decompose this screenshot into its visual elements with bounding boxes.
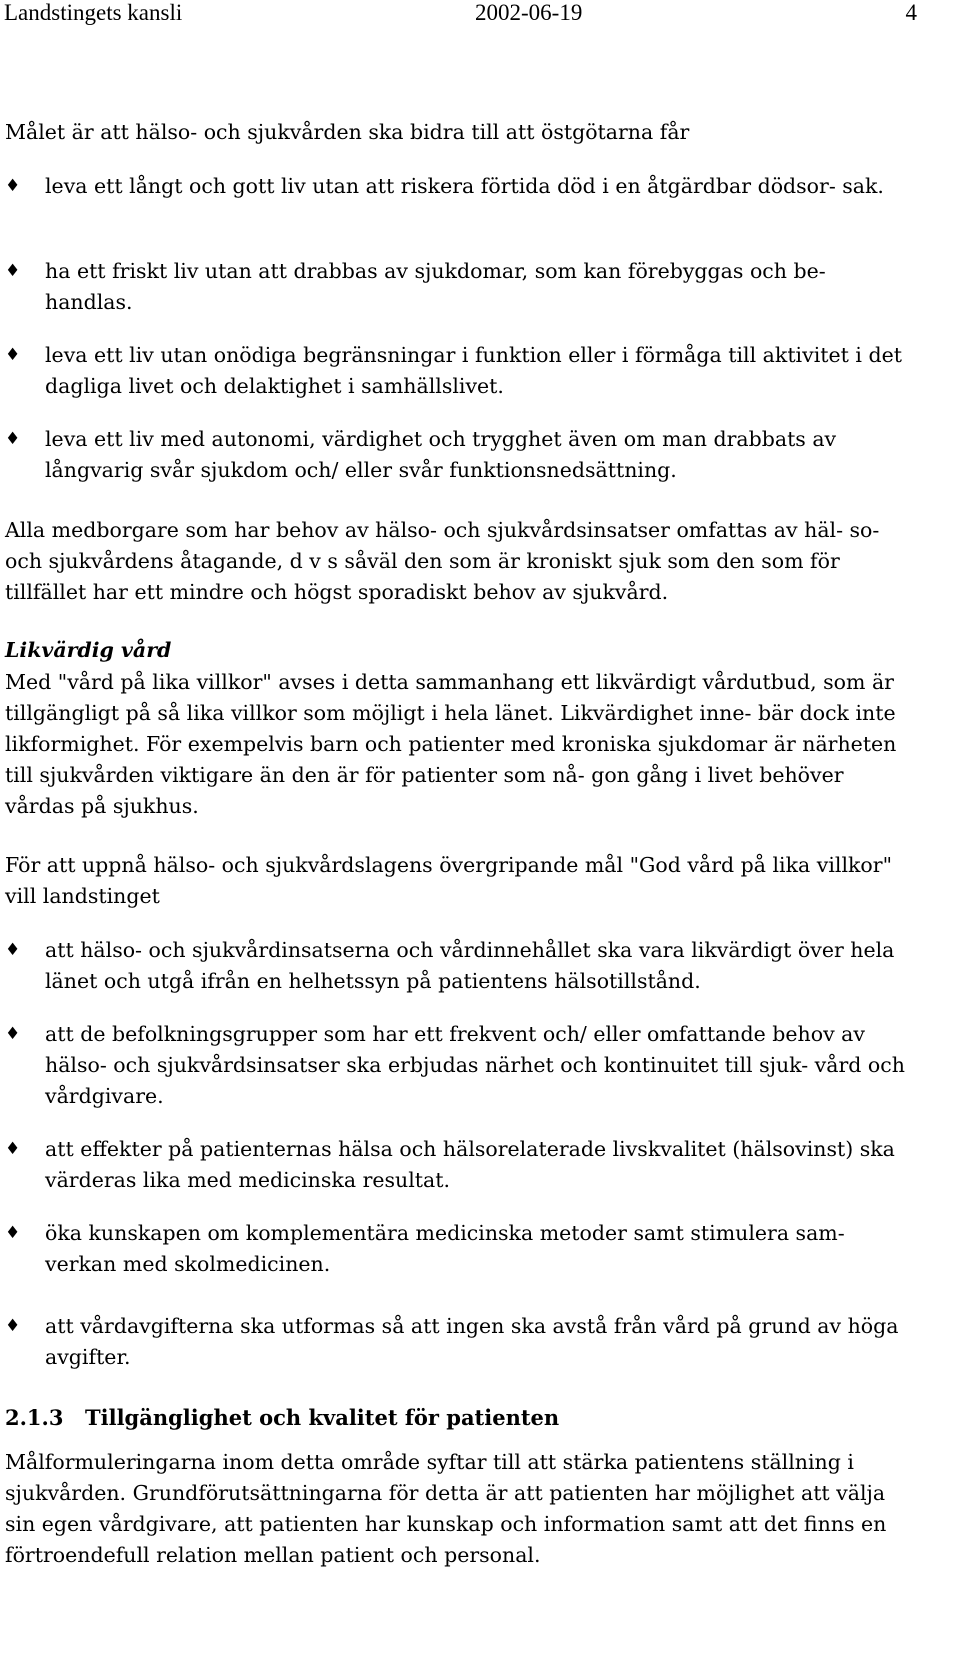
action-item [5, 935, 905, 997]
goal-text: leva ett liv utan onödiga begränsningar i funktion eller i förmåga till aktivitet i det dagliga livet och delaktighet i samhällslivet. [45, 343, 902, 398]
diamond-bullet-icon: ♦ [5, 345, 21, 365]
subheading-likvardig-vard: Likvärdig vård [5, 638, 172, 662]
diamond-bullet-icon: ♦ [5, 176, 21, 196]
action-text: att vårdavgifterna ska utformas så att ingen ska avstå från vård på grund av höga avgifter. [45, 1314, 899, 1369]
intro-paragraph: Målet är att hälso- och sjukvården ska bidra till att östgötarna får [5, 120, 690, 144]
diamond-bullet-icon: ♦ [5, 1316, 21, 1336]
action-item [5, 1134, 905, 1196]
goal-text: leva ett långt och gott liv utan att riskera förtida död i en åtgärdbar dödsor- sak. [45, 174, 884, 198]
header-organization: Landstingets kansli [4, 0, 183, 25]
scope-paragraph: Alla medborgare som har behov av hälso- och sjukvårdsinsatser omfattas av häl- so- och sjukvårdens åtagande, d v s såväl den som är kroniskt sjuk som den som för tillfället har ett mindre och högst sporadiskt behov av sjukvård. [5, 518, 880, 604]
header-page-number: 4 [905, 0, 917, 25]
action-text: att effekter på patienternas hälsa och hälsorelaterade livskvalitet (hälsovinst) ska värderas lika med medicinska resultat. [45, 1137, 895, 1192]
action-item [5, 1311, 905, 1373]
goal-item [5, 256, 905, 318]
goal-text: leva ett liv med autonomi, värdighet och trygghet även om man drabbats av långvarig svår sjukdom och/ eller svår funktionsnedsättning. [45, 427, 837, 482]
action-item [5, 1218, 905, 1280]
diamond-bullet-icon: ♦ [5, 940, 21, 960]
diamond-bullet-icon: ♦ [5, 1024, 21, 1044]
action-text: att hälso- och sjukvårdinsatserna och vårdinnehållet ska vara likvärdigt över hela länet och utgå ifrån en helhetssyn på patientens hälsotillstånd. [45, 938, 895, 993]
section-title: Tillgänglighet och kvalitet för patienten [85, 1405, 560, 1430]
diamond-bullet-icon: ♦ [5, 429, 21, 449]
goal-item [5, 340, 905, 402]
action-item [5, 1019, 905, 1112]
diamond-bullet-icon: ♦ [5, 1223, 21, 1243]
header-date: 2002-06-19 [475, 0, 583, 25]
section-number: 2.1.3 [5, 1405, 64, 1430]
goal-statement-paragraph: För att uppnå hälso- och sjukvårdslagens övergripande mål "God vård på lika villkor" vill landstinget [5, 853, 893, 908]
goal-item [5, 424, 905, 486]
section-heading [5, 1402, 559, 1433]
action-text: öka kunskapen om komplementära medicinska metoder samt stimulera sam- verkan med skolmedicinen. [45, 1221, 845, 1276]
goal-text: ha ett friskt liv utan att drabbas av sjukdomar, som kan förebyggas och be- handlas. [45, 259, 826, 314]
section-paragraph: Målformuleringarna inom detta område syftar till att stärka patientens ställning i sjukvården. Grundförutsättningarna för detta är att patienten har möjlighet att välja sin egen vårdgivare, att patienten har kunskap och information samt att det finns en förtroendefull relation mellan patient och personal. [5, 1450, 887, 1567]
likvardig-paragraph: Med "vård på lika villkor" avses i detta sammanhang ett likvärdigt vårdutbud, som är tillgängligt på så lika villkor som möjligt i hela länet. Likvärdighet inne- bär dock inte likformighet. För exempelvis barn och patienter med kroniska sjukdomar är närheten till sjukvården viktigare än den är för patienter som nå- gon gång i livet behöver vårdas på sjukhus. [5, 670, 897, 818]
page-header [0, 0, 960, 26]
goal-item [5, 171, 905, 202]
diamond-bullet-icon: ♦ [5, 261, 21, 281]
diamond-bullet-icon: ♦ [5, 1139, 21, 1159]
action-text: att de befolkningsgrupper som har ett frekvent och/ eller omfattande behov av hälso- och sjukvårdsinsatser ska erbjudas närhet och kontinuitet till sjuk- vård och vårdgivare. [45, 1022, 905, 1108]
